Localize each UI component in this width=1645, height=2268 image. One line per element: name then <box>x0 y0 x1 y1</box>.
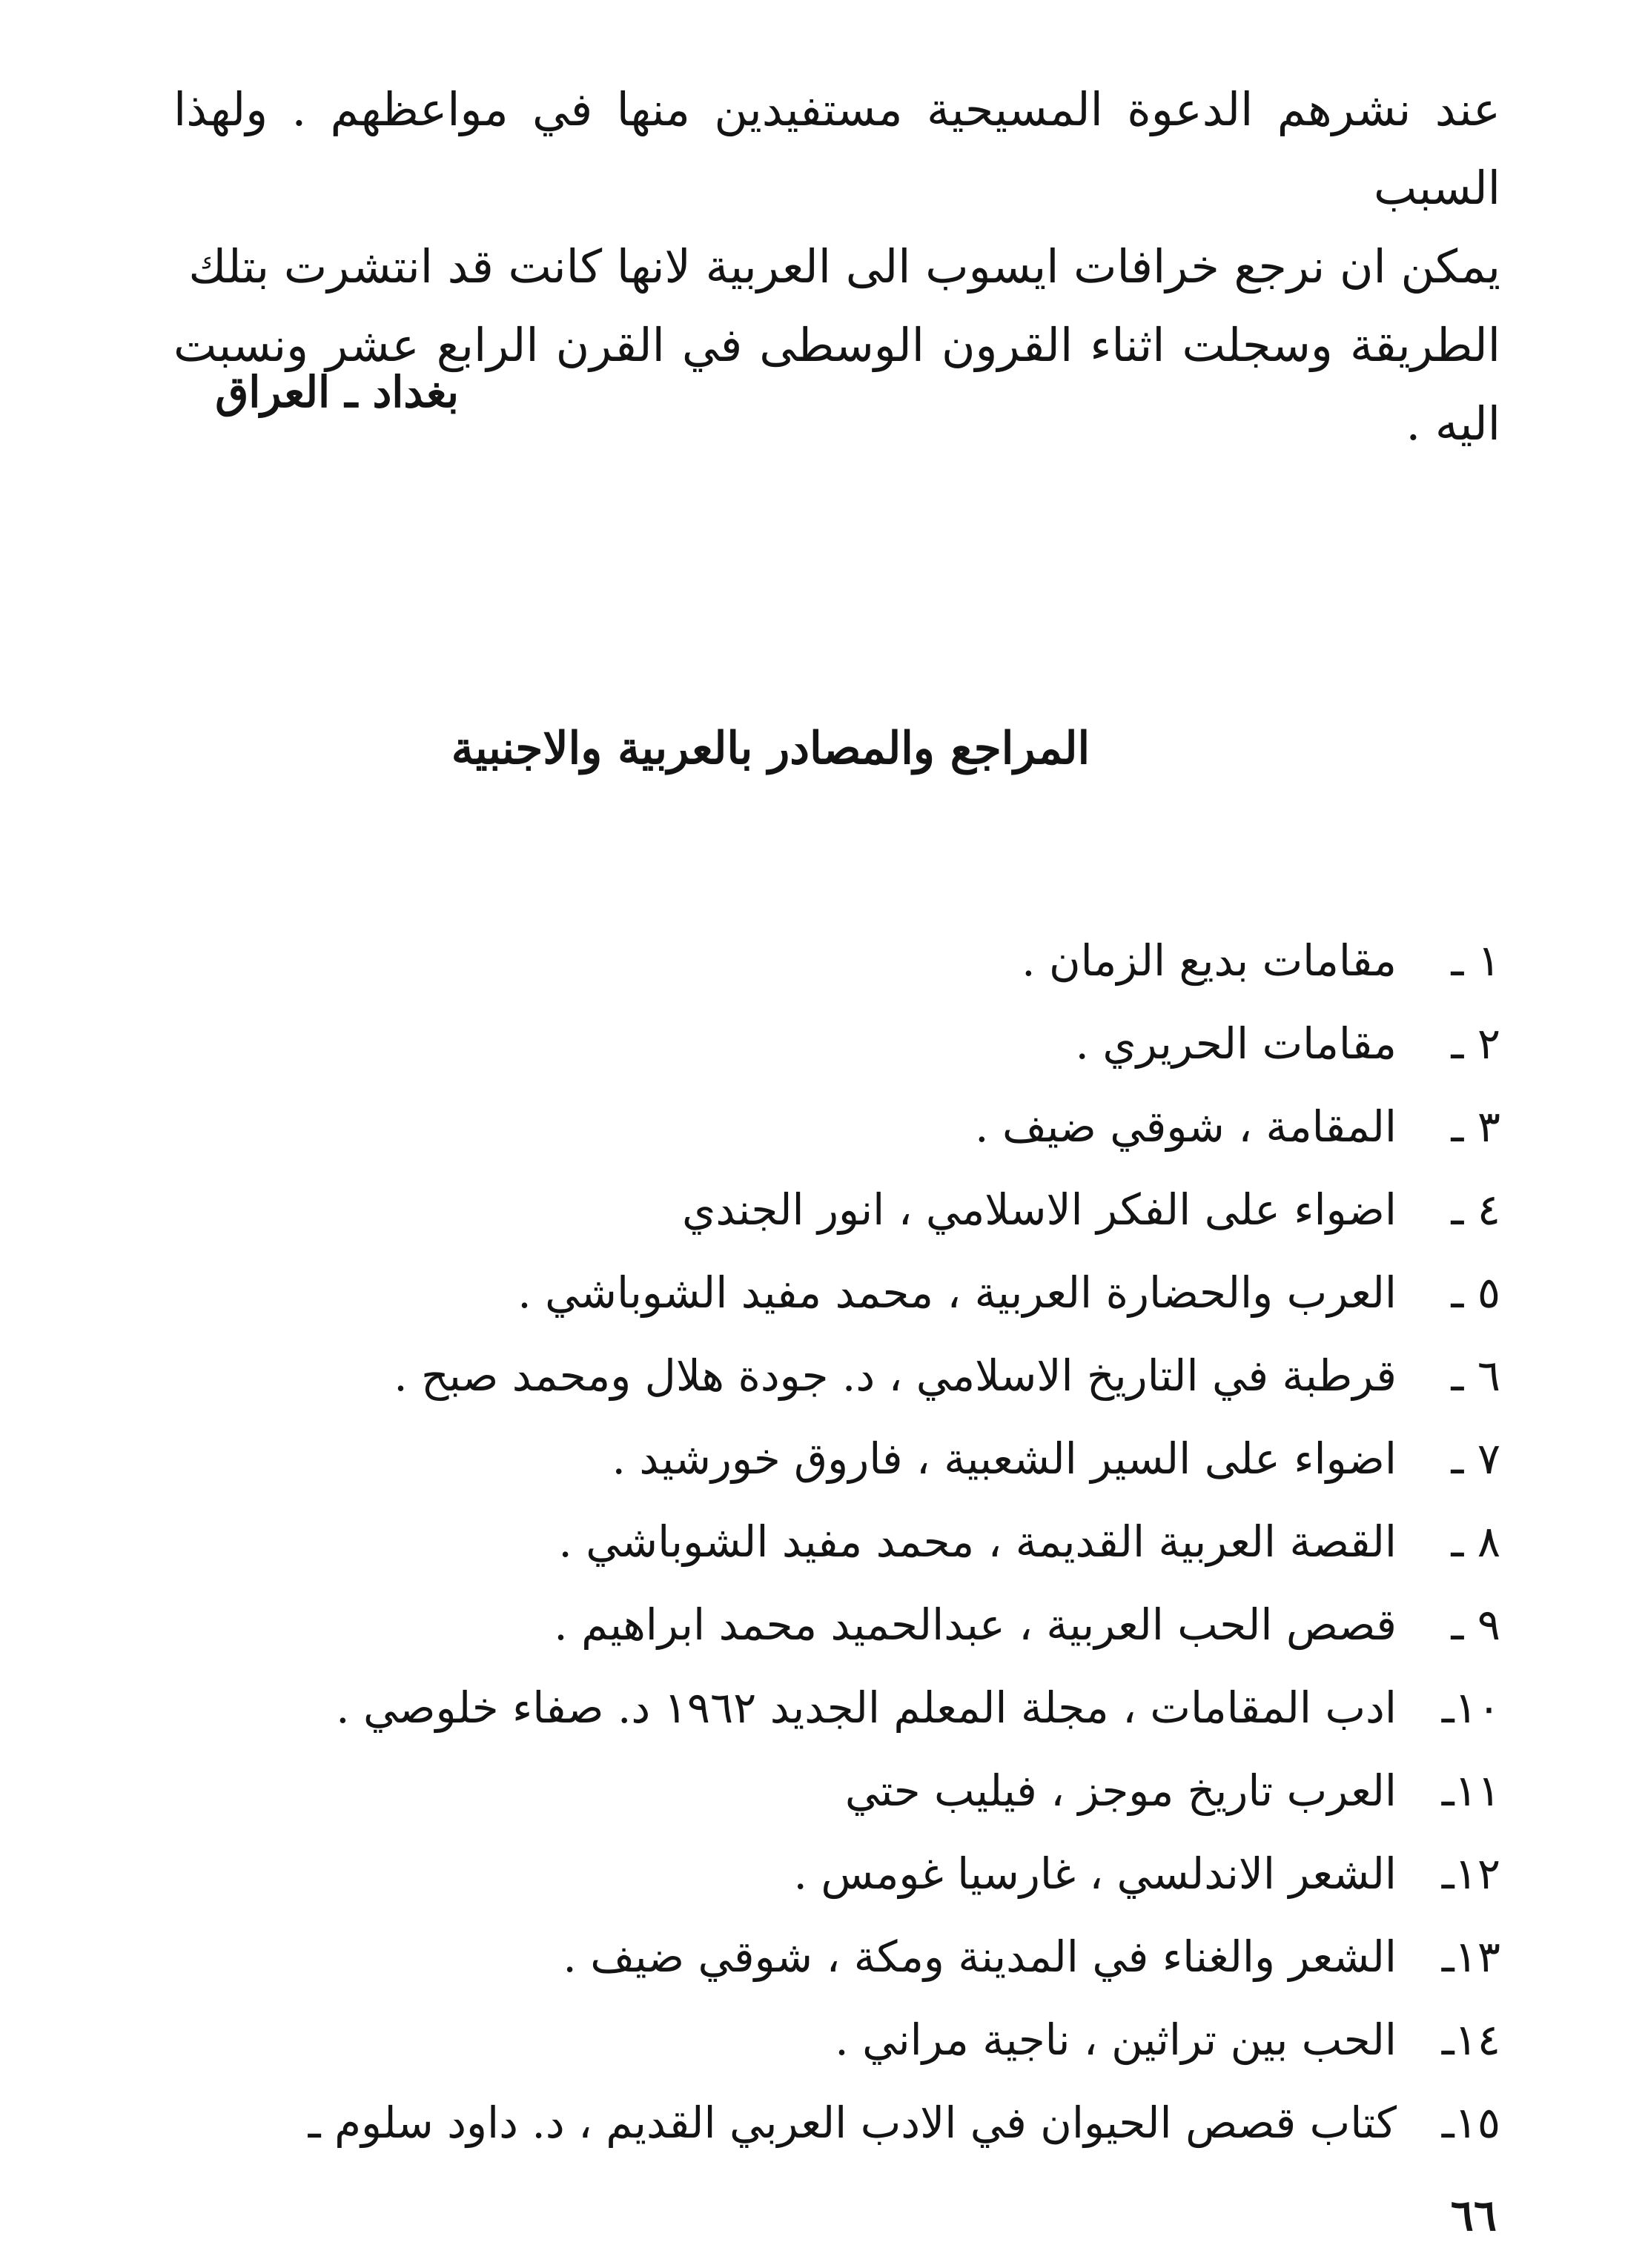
intro-line: الطريقة وسجلت اثناء القرون الوسطى في القرن الرابع عشر ونسبت اليه . <box>173 318 1500 451</box>
references-heading: المراجع والمصادر بالعربية والاجنبية <box>451 723 1090 775</box>
reference-item <box>308 1583 1500 1666</box>
reference-item <box>308 1500 1500 1583</box>
reference-item <box>308 1832 1500 1915</box>
reference-number: ١ ـ <box>1451 935 1500 986</box>
reference-item <box>308 1251 1500 1334</box>
reference-number: ٧ ـ <box>1451 1433 1500 1484</box>
reference-number: ١٢ـ <box>1441 1848 1500 1899</box>
reference-number: ٤ ـ <box>1451 1184 1500 1235</box>
reference-text: اضواء على الفكر الاسلامي ، انور الجندي <box>682 1184 1397 1235</box>
reference-number: ١٤ـ <box>1441 2015 1500 2065</box>
reference-number: ٣ ـ <box>1451 1101 1500 1152</box>
reference-text: كتاب قصص الحيوان في الادب العربي القديم ، د. داود سلوم ـ <box>308 2098 1397 2148</box>
reference-item <box>308 1085 1500 1168</box>
reference-text: المقامة ، شوقي ضيف . <box>975 1101 1397 1152</box>
reference-item <box>308 1417 1500 1500</box>
reference-number: ١١ـ <box>1441 1765 1500 1816</box>
reference-item <box>308 1749 1500 1832</box>
reference-item <box>308 1168 1500 1251</box>
reference-item <box>308 1998 1500 2081</box>
reference-number: ٢ ـ <box>1451 1018 1500 1069</box>
reference-text: الشعر الاندلسي ، غارسيا غومس . <box>793 1848 1397 1899</box>
reference-text: اضواء على السير الشعبية ، فاروق خورشيد . <box>612 1433 1397 1484</box>
reference-text: مقامات بديع الزمان . <box>1022 935 1397 986</box>
reference-number: ٥ ـ <box>1451 1267 1500 1318</box>
reference-number: ١٠ـ <box>1441 1682 1500 1733</box>
reference-text: الشعر والغناء في المدينة ومكة ، شوقي ضيف . <box>563 1932 1397 1982</box>
reference-text: ادب المقامات ، مجلة المعلم الجديد ١٩٦٢ د. صفاء خلوصي . <box>336 1682 1397 1733</box>
reference-text: قصص الحب العربية ، عبدالحميد محمد ابراهيم . <box>554 1599 1397 1650</box>
reference-item <box>308 1334 1500 1417</box>
reference-item <box>308 1002 1500 1085</box>
reference-number: ٨ ـ <box>1451 1516 1500 1567</box>
reference-item <box>308 919 1500 1002</box>
reference-text: مقامات الحريري . <box>1075 1018 1397 1069</box>
reference-number: ٦ ـ <box>1451 1350 1500 1401</box>
reference-text: قرطبة في التاريخ الاسلامي ، د. جودة هلال ومحمد صبح . <box>394 1350 1397 1401</box>
references-list <box>308 919 1500 2164</box>
place-signature: بغداد ـ العراق <box>215 367 459 417</box>
reference-item <box>308 1915 1500 1998</box>
reference-text: العرب والحضارة العربية ، محمد مفيد الشوباشي . <box>517 1267 1397 1318</box>
reference-number: ٩ ـ <box>1451 1599 1500 1650</box>
page-number: ٦٦ <box>1450 2190 1497 2241</box>
reference-text: الحب بين تراثين ، ناجية مراني . <box>835 2015 1397 2065</box>
intro-line: عند نشرهم الدعوة المسيحية مستفيدين منها في مواعظهم . ولهذا السبب <box>173 82 1500 215</box>
reference-number: ١٣ـ <box>1441 1932 1500 1982</box>
reference-number: ١٥ـ <box>1441 2098 1500 2148</box>
reference-item <box>308 1666 1500 1749</box>
intro-line: يمكن ان نرجع خرافات ايسوب الى العربية لانها كانت قد انتشرت بتلك <box>188 239 1500 294</box>
reference-item <box>308 2081 1500 2164</box>
reference-text: العرب تاريخ موجز ، فيليب حتي <box>844 1765 1397 1816</box>
reference-text: القصة العربية القديمة ، محمد مفيد الشوباشي . <box>558 1516 1397 1567</box>
